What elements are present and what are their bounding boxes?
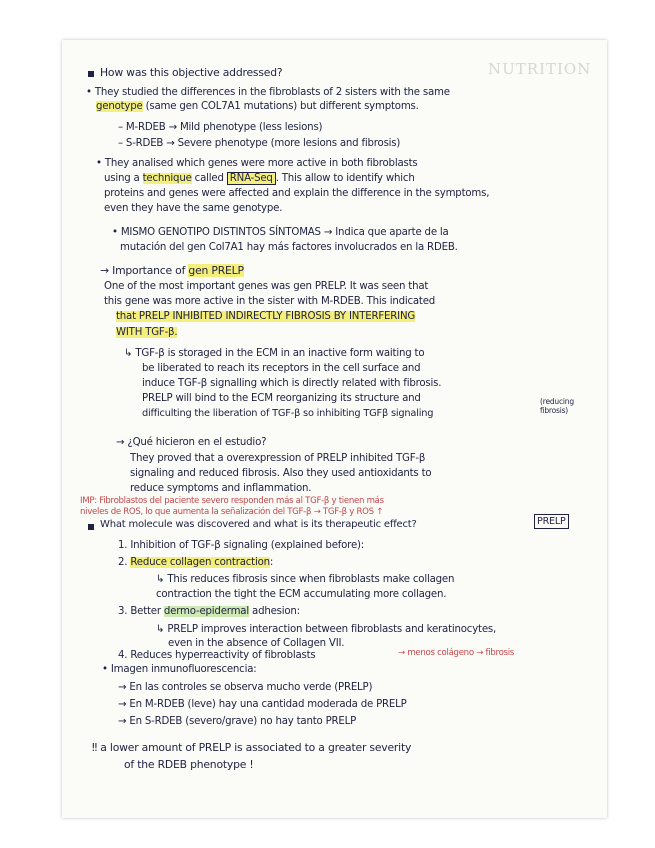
red-note-line1: IMP: Fibroblastos del paciente severo responden más al TGF-β y tienen más — [80, 496, 384, 506]
imagen-line1: → En las controles se observa mucho verde (PRELP) — [118, 682, 373, 693]
study-heading: → ¿Qué hicieron en el estudio? — [116, 437, 267, 448]
item3-b: adhesion: — [248, 606, 300, 617]
highlight-technique: technique — [142, 173, 192, 184]
imagen-line2: → En M-RDEB (leve) hay una cantidad moderada de PRELP — [118, 699, 407, 710]
p2-line3: proteins and genes were affected and explain the difference in the symptoms, — [104, 188, 490, 199]
highlight-genotype: genotype — [96, 101, 143, 112]
prelp-line3 — [116, 310, 415, 323]
item2-num: 2. — [118, 557, 131, 568]
prelp-title-a: → Importance of — [100, 264, 189, 277]
p2-line2 — [104, 172, 415, 185]
highlight-dermo-epidermal: dermo-epidermal — [163, 606, 249, 617]
item3-sub2: even in the absence of Collagen VII. — [168, 638, 345, 649]
prelp-title — [100, 264, 244, 277]
tgf-line3: induce TGF-β signalling which is directly related with fibrosis. — [142, 378, 442, 389]
mismo-line1: • MISMO GENOTIPO DISTINTOS SÍNTOMAS → Indica que aparte de la — [112, 227, 449, 238]
molecule-heading: What molecule was discovered and what is its therapeutic effect? — [100, 519, 417, 530]
highlight-reduce-collagen: Reduce collagen contraction — [130, 557, 270, 568]
item2-sub2: contraction the tight the ECM accumulating more collagen. — [156, 589, 447, 600]
p1-line2-rest: (same gen COL7A1 mutations) but different symptoms. — [142, 101, 419, 112]
bullet-square-icon — [88, 524, 94, 530]
heading-objective: How was this objective addressed? — [100, 66, 283, 79]
conclusion-line1: ‼ a lower amount of PRELP is associated to a greater severity — [92, 741, 412, 754]
bullet-square-icon — [88, 71, 94, 77]
item3-a: 3. Better — [118, 606, 164, 617]
conclusion-line2: of the RDEB phenotype ! — [124, 758, 254, 771]
m-rdeb-line: – M-RDEB → Mild phenotype (less lesions) — [118, 122, 323, 133]
highlight-gen-prelp: gen PRELP — [188, 264, 244, 277]
imagen-heading: • Imagen inmunofluorescencia: — [102, 664, 257, 675]
prelp-line2: this gene was more active in the sister with M-RDEB. This indicated — [104, 296, 436, 307]
ghost-title: NUTRITION — [488, 60, 592, 78]
prelp-line1: One of the most important genes was gen PRELP. It was seen that — [104, 281, 429, 292]
s-rdeb-line: – S-RDEB → Severe phenotype (more lesions and fibrosis) — [118, 138, 401, 149]
tgf-line1: ↳ TGF-β is storaged in the ECM in an inactive form waiting to — [124, 348, 425, 359]
tgf-line2: be liberated to reach its receptors in the cell surface and — [142, 363, 421, 374]
item2 — [118, 556, 273, 569]
p1-line2 — [96, 100, 419, 113]
highlight-rna-seq: RNA-Seq — [227, 172, 276, 185]
p2-line2-b: called — [191, 173, 227, 184]
answer-prelp-box: PRELP — [534, 514, 569, 529]
item2-sub1: ↳ This reduces fibrosis since when fibroblasts make collagen — [156, 574, 455, 585]
study-line2: signaling and reduced fibrosis. Also they used antioxidants to — [130, 468, 432, 479]
item3 — [118, 605, 300, 618]
item1: 1. Inhibition of TGF-β signaling (explained before): — [118, 540, 365, 551]
p2-line1: • They analised which genes were more active in both fibroblasts — [96, 158, 418, 169]
highlight-with-tgf: WITH TGF-β. — [116, 327, 178, 338]
study-line1: They proved that a overexpression of PRELP inhibited TGF-β — [130, 453, 426, 464]
tgf-line5: difficulting the liberation of TGF-β so inhibiting TGFβ signaling — [142, 408, 434, 419]
highlight-prelp-inhibited: that PRELP INHIBITED INDIRECTLY FIBROSIS BY INTERFERING — [116, 311, 416, 322]
p1-line1: • They studied the differences in the fibroblasts of 2 sisters with the same — [86, 87, 450, 98]
p2-line4: even they have the same genotype. — [104, 203, 283, 214]
item3-sub1: ↳ PRELP improves interaction between fibroblasts and keratinocytes, — [156, 624, 497, 635]
prelp-line4 — [116, 326, 177, 339]
red-note-line2: niveles de ROS, lo que aumenta la señalización del TGF-β → TGF-β y ROS ↑ — [80, 507, 384, 517]
study-line3: reduce symptoms and inflammation. — [130, 483, 312, 494]
imagen-line3: → En S-RDEB (severo/grave) no hay tanto PRELP — [118, 716, 357, 727]
item2-colon: : — [269, 557, 274, 568]
p2-line2-c: . This allow to identify which — [275, 173, 415, 184]
p2-line2-a: using a — [104, 173, 143, 184]
tgf-line4: PRELP will bind to the ECM reorganizing its structure and — [142, 393, 421, 404]
mismo-line2: mutación del gen Col7A1 hay más factores involucrados en la RDEB. — [120, 242, 458, 253]
item4-red-note: → menos colágeno → fibrosis — [398, 648, 514, 658]
side-note-reducing-fibrosis: (reducing fibrosis) — [540, 397, 574, 415]
item4: 4. Reduces hyperreactivity of fibroblasts — [118, 650, 316, 661]
